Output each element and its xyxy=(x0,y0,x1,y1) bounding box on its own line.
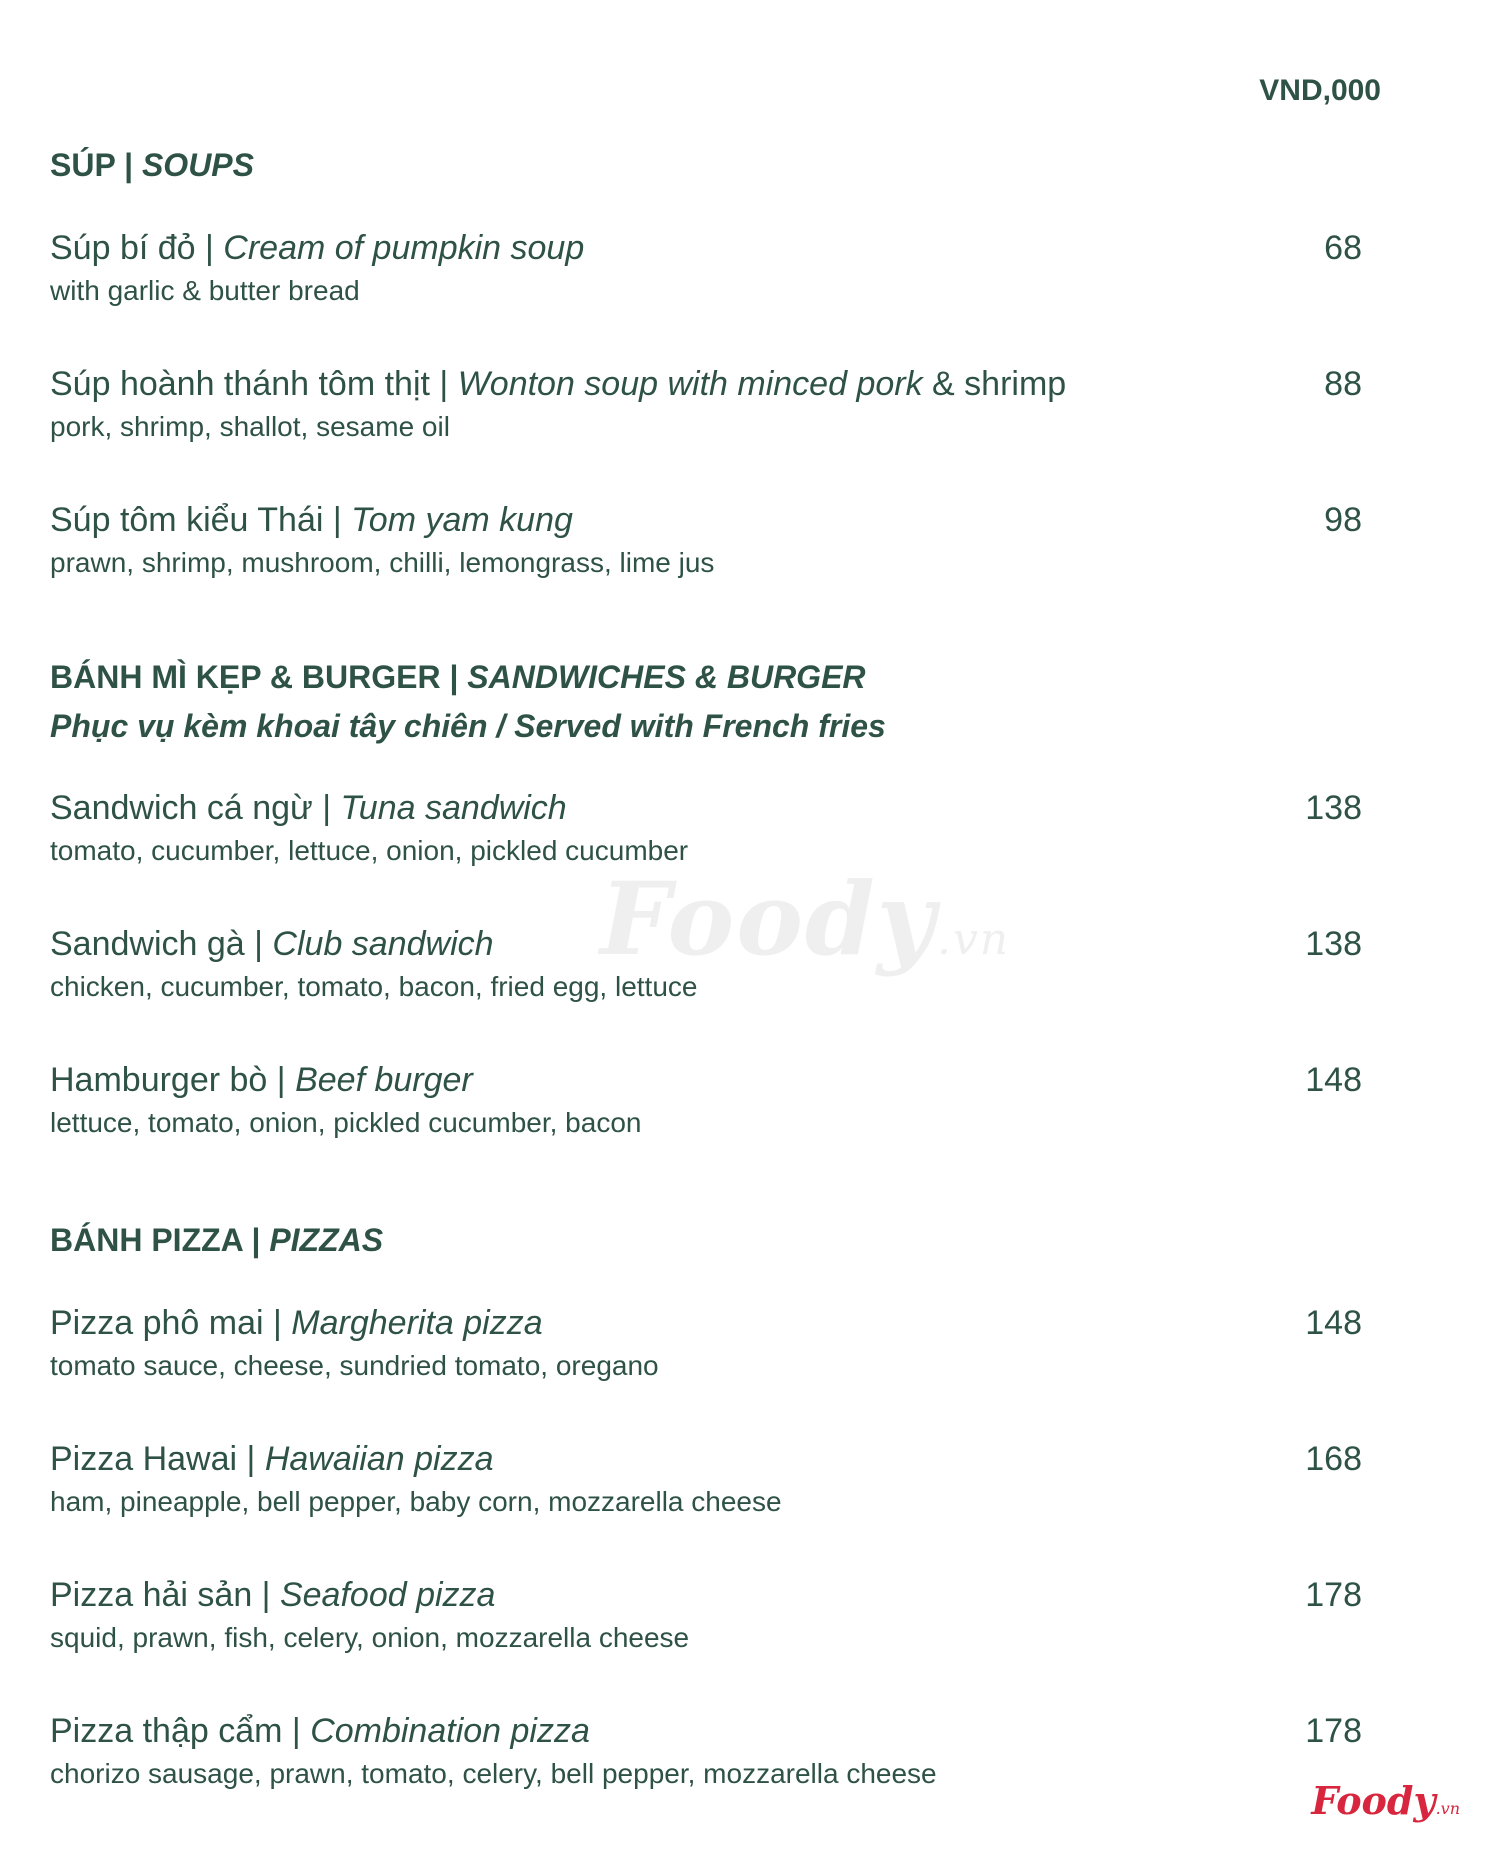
item-price: 68 xyxy=(1324,229,1362,267)
item-name-vi: Hamburger bò xyxy=(50,1061,268,1099)
item-description: chicken, cucumber, tomato, bacon, fried egg, lettuce xyxy=(50,971,698,1002)
menu-item xyxy=(50,363,1370,499)
name-separator: | xyxy=(244,925,273,963)
section-subtitle: Phục vụ kèm khoai tây chiên / Served with French fries xyxy=(50,708,886,744)
item-name-extra: & shrimp xyxy=(922,365,1067,403)
item-name xyxy=(50,363,1370,405)
item-description: ham, pineapple, bell pepper, baby corn, mozzarella cheese xyxy=(50,1486,782,1517)
title-separator: | xyxy=(449,659,468,695)
menu-item xyxy=(50,499,1370,635)
item-name-vi: Súp hoành thánh tôm thịt xyxy=(50,365,430,403)
item-price: 98 xyxy=(1324,501,1362,539)
item-price: 168 xyxy=(1305,1440,1362,1478)
item-description: lettuce, tomato, onion, pickled cucumber, bacon xyxy=(50,1107,642,1138)
logo-main: Foody xyxy=(1311,1778,1436,1823)
item-name-vi: Súp bí đỏ xyxy=(50,229,196,267)
menu-item xyxy=(50,1059,1370,1195)
foody-logo xyxy=(1311,1778,1460,1823)
section-pizzas xyxy=(50,1220,1370,1846)
title-separator: | xyxy=(251,1222,270,1258)
item-price: 88 xyxy=(1324,365,1362,403)
foody-watermark xyxy=(600,860,1010,978)
title-separator: | xyxy=(124,147,142,183)
item-name xyxy=(50,1302,1370,1344)
item-description: with garlic & butter bread xyxy=(50,275,360,306)
item-name xyxy=(50,227,1370,269)
section-title-en: SOUPS xyxy=(141,147,254,183)
name-separator: | xyxy=(267,1061,296,1099)
name-separator: | xyxy=(195,229,224,267)
item-name-vi: Pizza Hawai xyxy=(50,1440,238,1478)
item-price: 138 xyxy=(1305,789,1362,827)
item-name-en: Hawaiian pizza xyxy=(264,1440,494,1478)
item-description: pork, shrimp, shallot, sesame oil xyxy=(50,411,450,442)
menu-item xyxy=(50,1574,1370,1710)
name-separator: | xyxy=(263,1304,292,1342)
item-name xyxy=(50,1574,1370,1616)
menu-item xyxy=(50,1438,1370,1574)
item-name-en: Combination pizza xyxy=(310,1712,590,1750)
item-name-vi: Sandwich gà xyxy=(50,925,245,963)
item-price: 178 xyxy=(1305,1576,1362,1614)
name-separator: | xyxy=(282,1712,311,1750)
item-name-en: Margherita pizza xyxy=(291,1304,543,1342)
menu-item xyxy=(50,1710,1370,1846)
item-name-vi: Pizza phô mai xyxy=(50,1304,264,1342)
item-name-vi: Pizza thập cẩm xyxy=(50,1712,283,1750)
menu-item xyxy=(50,1302,1370,1438)
item-name-en: Cream of pumpkin soup xyxy=(223,229,585,267)
currency-label: VND,000 xyxy=(1259,74,1381,107)
name-separator: | xyxy=(237,1440,265,1478)
section-title-vi: SÚP xyxy=(50,147,116,183)
item-name-en: Tom yam kung xyxy=(351,501,573,539)
menu-items xyxy=(50,1302,1370,1846)
watermark-main: Foody xyxy=(600,860,937,978)
item-name-en: Beef burger xyxy=(295,1061,473,1099)
item-name-en: Club sandwich xyxy=(272,925,494,963)
item-description: chorizo sausage, prawn, tomato, celery, bell pepper, mozzarella cheese xyxy=(50,1758,937,1789)
section-title xyxy=(50,145,1370,185)
name-separator: | xyxy=(252,1576,280,1614)
item-name xyxy=(50,1059,1370,1101)
item-name-en: Seafood pizza xyxy=(279,1576,496,1614)
item-name-vi: Pizza hải sản xyxy=(50,1576,253,1614)
menu-item xyxy=(50,227,1370,363)
item-name-en: Tuna sandwich xyxy=(340,789,567,827)
item-description: tomato sauce, cheese, sundried tomato, oregano xyxy=(50,1350,659,1381)
item-name xyxy=(50,1710,1370,1752)
section-title xyxy=(50,1220,1370,1260)
item-name-vi: Súp tôm kiểu Thái xyxy=(50,501,324,539)
menu-items xyxy=(50,787,1370,1195)
item-description: tomato, cucumber, lettuce, onion, pickled cucumber xyxy=(50,835,689,866)
name-separator: | xyxy=(429,365,458,403)
item-price: 148 xyxy=(1305,1304,1362,1342)
item-price: 178 xyxy=(1305,1712,1362,1750)
item-name xyxy=(50,1438,1370,1480)
watermark-suffix: .vn xyxy=(936,914,1011,965)
item-name-en: Wonton soup with minced pork xyxy=(457,365,923,403)
name-separator: | xyxy=(323,501,352,539)
section-title xyxy=(50,657,1370,697)
section-title-en: SANDWICHES & BURGER xyxy=(467,659,866,695)
item-name-vi: Sandwich cá ngừ xyxy=(50,789,313,827)
name-separator: | xyxy=(312,789,341,827)
item-price: 148 xyxy=(1305,1061,1362,1099)
item-description: squid, prawn, fish, celery, onion, mozzarella cheese xyxy=(50,1622,690,1653)
item-price: 138 xyxy=(1305,925,1362,963)
section-title-vi: BÁNH PIZZA xyxy=(50,1222,243,1258)
menu-items xyxy=(50,227,1370,635)
section-title-en: PIZZAS xyxy=(269,1222,384,1258)
section-soups xyxy=(50,145,1370,635)
item-name xyxy=(50,787,1370,829)
item-name xyxy=(50,499,1370,541)
item-description: prawn, shrimp, mushroom, chilli, lemongrass, lime jus xyxy=(50,547,715,578)
section-title-vi: BÁNH MÌ KẸP & BURGER xyxy=(50,659,441,695)
logo-suffix: .vn xyxy=(1435,1799,1460,1818)
